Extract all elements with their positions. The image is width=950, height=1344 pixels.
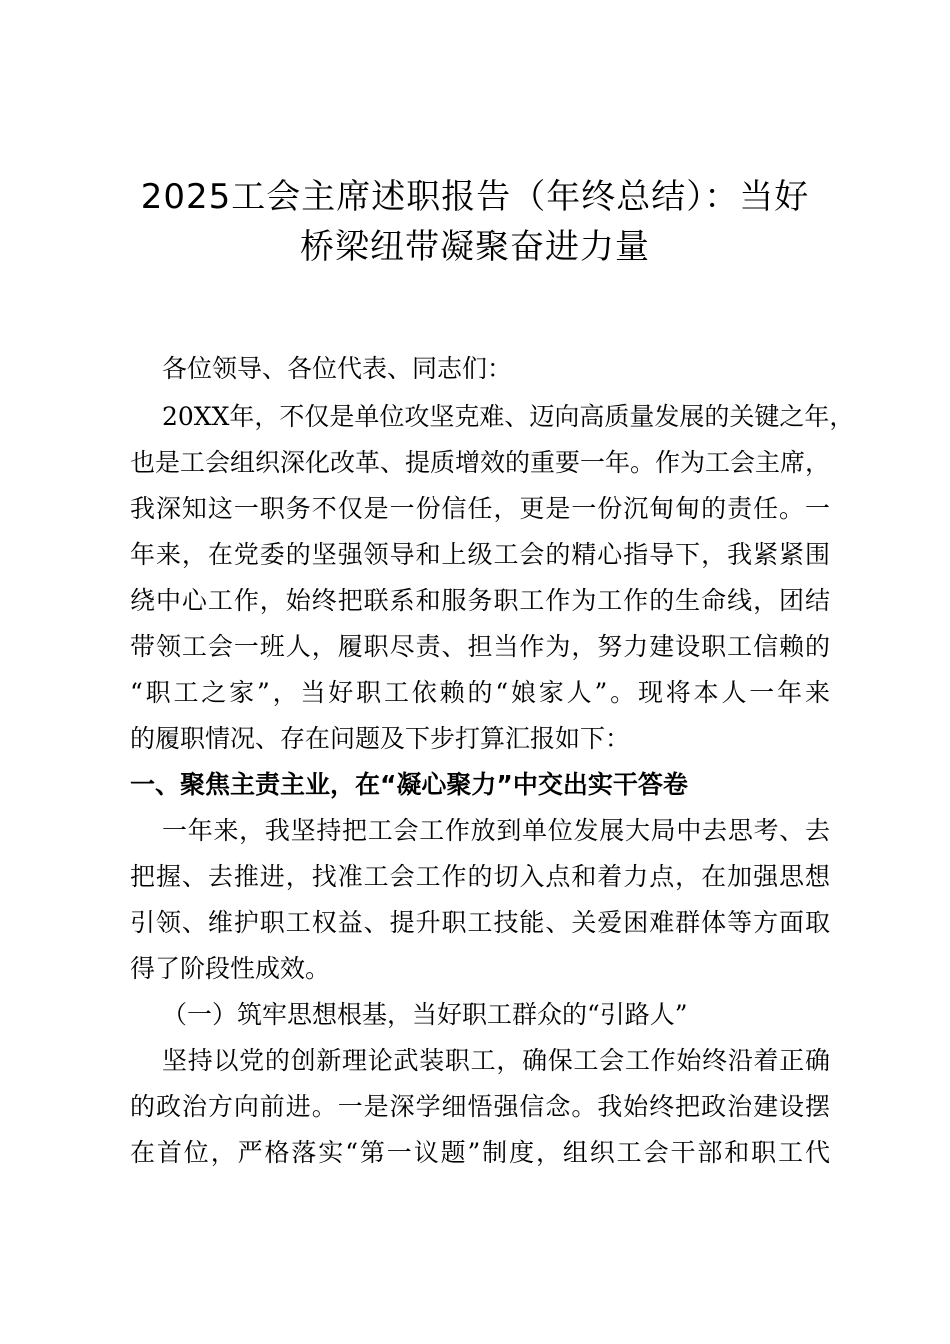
document-title-line-2: 桥梁纽带凝聚奋进力量	[300, 227, 650, 267]
section-1-heading: 一、聚焦主责主业，在“凝心聚力”中交出实干答卷	[130, 770, 688, 799]
section-1-line-4: 得了阶段性成效。	[130, 954, 331, 983]
section-1-line-2: 把握、去推进，找准工会工作的切入点和着力点，在加强思想	[130, 862, 830, 891]
subsection-1-heading: （一）筑牢思想根基，当好职工群众的“引路人”	[162, 1000, 688, 1029]
intro-line-7: “职工之家”，当好职工依赖的“娘家人”。现将本人一年来	[130, 678, 830, 707]
section-1-line-1: 一年来，我坚持把工会工作放到单位发展大局中去思考、去	[162, 816, 830, 845]
intro-line-1: 20XX年，不仅是单位攻坚克难、迈向高质量发展的关键之年，	[162, 402, 855, 431]
subsection-1-line-2: 的政治方向前进。一是深学细悟强信念。我始终把政治建设摆	[130, 1092, 830, 1121]
intro-line-8: 的履职情况、存在问题及下步打算汇报如下：	[130, 724, 631, 753]
salutation: 各位领导、各位代表、同志们：	[162, 354, 513, 383]
intro-line-3: 我深知这一职务不仅是一份信任，更是一份沉甸甸的责任。一	[130, 494, 830, 523]
intro-line-2: 也是工会组织深化改革、提质增效的重要一年。作为工会主席，	[130, 448, 831, 477]
intro-line-6: 带领工会一班人，履职尽责、担当作为，努力建设职工信赖的	[130, 632, 830, 661]
subsection-1-line-1: 坚持以党的创新理论武装职工，确保工会工作始终沿着正确	[162, 1046, 830, 1075]
intro-line-4: 年来，在党委的坚强领导和上级工会的精心指导下，我紧紧围	[130, 540, 830, 569]
document-title-line-1: 2025工会主席述职报告（年终总结）：当好	[140, 177, 810, 217]
intro-line-5: 绕中心工作，始终把联系和服务职工作为工作的生命线，团结	[130, 586, 830, 615]
section-1-line-3: 引领、维护职工权益、提升职工技能、关爱困难群体等方面取	[130, 908, 830, 937]
subsection-1-line-3: 在首位，严格落实“第一议题”制度，组织工会干部和职工代	[130, 1138, 830, 1167]
